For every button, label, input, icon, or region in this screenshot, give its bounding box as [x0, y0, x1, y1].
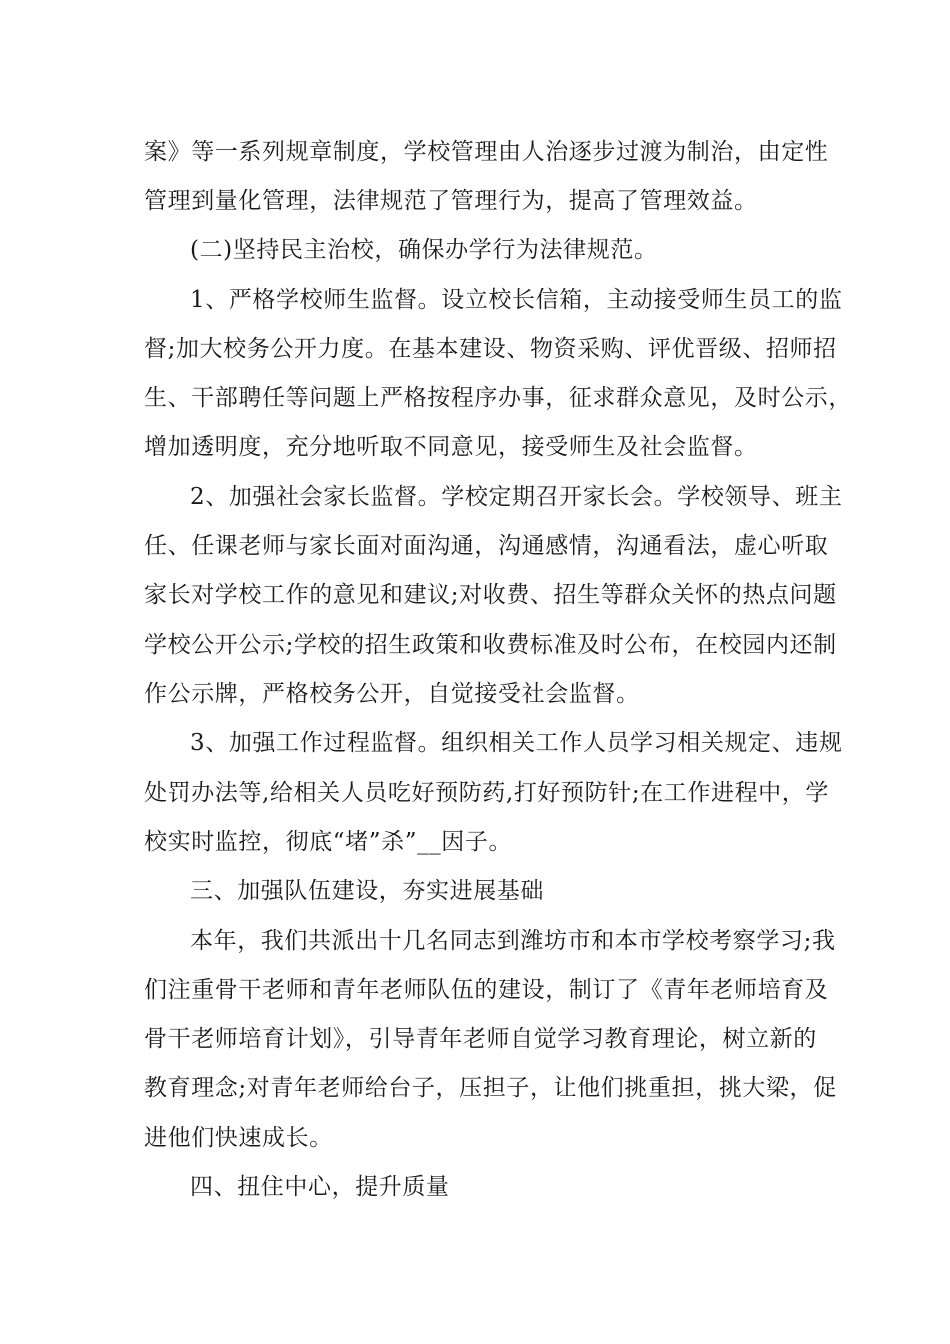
text-line: 家长对学校工作的意见和建议;对收费、招生等群众关怀的热点问题 — [144, 582, 837, 608]
text-line: 管理到量化管理，法律规范了管理行为，提高了管理效益。 — [144, 188, 758, 214]
text-line: 生、干部聘任等问题上严格按程序办事，征求群众意见，及时公示， — [144, 385, 852, 411]
text-line: 1、严格学校师生监督。设立校长信箱，主动接受师生员工的监 — [190, 287, 843, 313]
section-heading: (二)坚持民主治校，确保办学行为法律规范。 — [190, 237, 658, 263]
text-line: 骨干老师培育计划》，引导青年老师自觉学习教育理论，树立新的 — [144, 1026, 817, 1052]
text-line: 处罚办法等,给相关人员吃好预防药,打好预防针;在工作进程中，学 — [144, 780, 829, 806]
text-line: 学校公开公示;学校的招生政策和收费标准及时公布，在校园内还制 — [144, 632, 837, 658]
text-line: 3、加强工作过程监督。组织相关工作人员学习相关规定、违规 — [190, 730, 843, 756]
text-line: 们注重骨干老师和青年老师队伍的建设，制订了《青年老师培育及 — [144, 977, 829, 1003]
text-line: 任、任课老师与家长面对面沟通，沟通感情，沟通看法，虚心听取 — [144, 533, 829, 559]
text-line: 案》等一系列规章制度，学校管理由人治逐步过渡为制治，由定性 — [144, 139, 829, 165]
text-line: 教育理念;对青年老师给台子，压担子，让他们挑重担，挑大梁，促 — [144, 1075, 837, 1101]
text-line: 进他们快速成长。 — [144, 1125, 333, 1151]
section-heading: 三、加强队伍建设，夯实进展基础 — [190, 878, 544, 904]
section-heading: 四、扭住中心，提升质量 — [190, 1174, 450, 1200]
text-line: 作公示牌，严格校务公开，自觉接受社会监督。 — [144, 681, 640, 707]
text-line: 本年，我们共派出十几名同志到潍坊市和本市学校考察学习;我 — [190, 928, 836, 954]
text-line: 校实时监控，彻底“堵”杀”__因子。 — [144, 829, 513, 855]
text-line: 增加透明度，充分地听取不同意见，接受师生及社会监督。 — [144, 434, 758, 460]
text-line: 督;加大校务公开力度。在基本建设、物资采购、评优晋级、招师招 — [144, 336, 837, 362]
text-line: 2、加强社会家长监督。学校定期召开家长会。学校领导、班主 — [190, 484, 843, 510]
